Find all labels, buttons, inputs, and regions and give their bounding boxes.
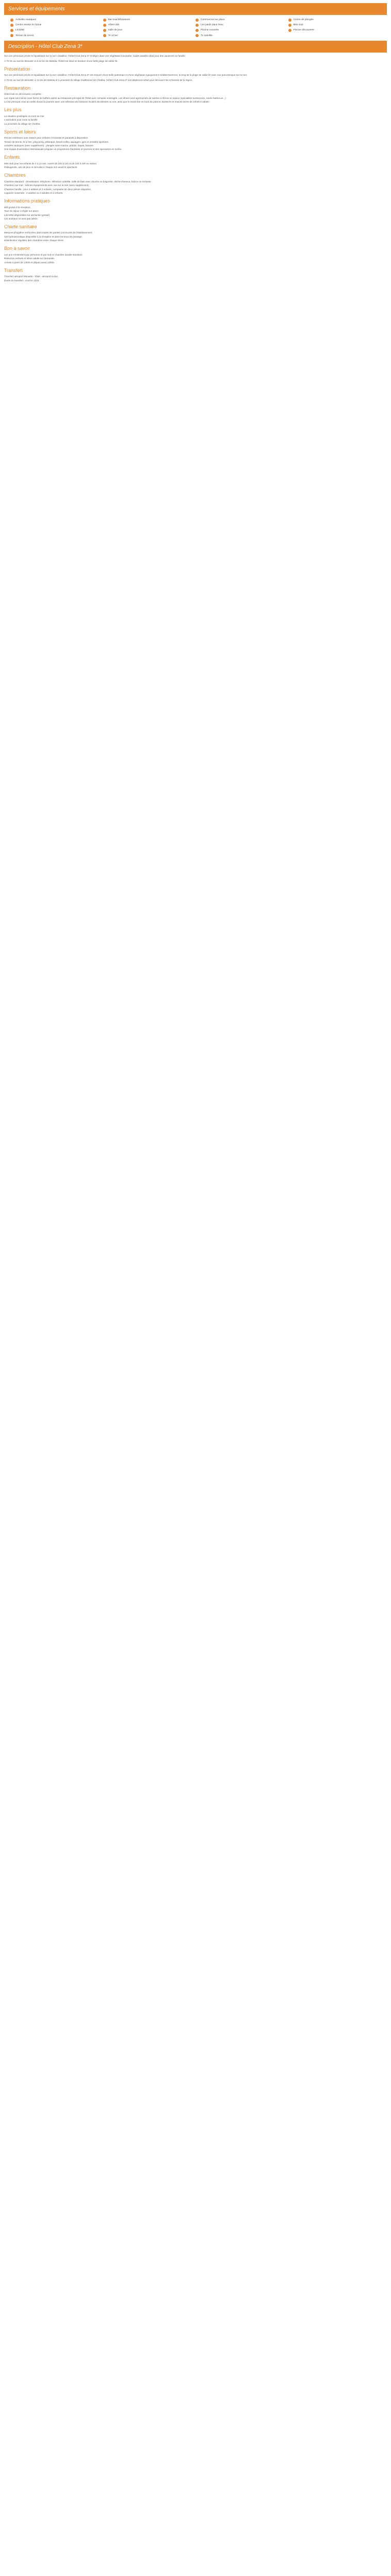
service-item <box>103 34 196 38</box>
list-item: La situation privilégiée en bord de mer <box>4 114 44 117</box>
service-label: Mini-club <box>293 24 303 27</box>
paragraph: Lits bébé disponibles sur demande (gratuit). <box>4 213 51 216</box>
service-label: Piscine découverte <box>293 29 315 32</box>
section-title: Informations pratiques <box>4 198 51 204</box>
service-label: Bar-snack/brasserie <box>108 19 131 21</box>
service-item <box>288 23 381 27</box>
services-banner <box>4 3 387 15</box>
service-item <box>288 28 381 32</box>
tennis-icon <box>10 34 13 37</box>
tv-icon <box>196 34 199 37</box>
paragraph: Durée du transfert : environ 1h15. <box>4 279 40 282</box>
paragraph: Arrivée à partir de 14h00 et départ avant 12h00. <box>4 261 55 264</box>
section-title: Enfants <box>4 155 20 160</box>
intro-paragraph: A 70 km au sud de Monastir et à 12 km de Mahdia, l'hôtel est situé en bordure d'une belle plage de sable fin. <box>4 59 118 62</box>
section-title: Transfert <box>4 267 23 273</box>
service-item <box>103 18 196 22</box>
description-title: Description - Hôtel Club Zena 3* <box>8 43 83 49</box>
service-label: Centre de plongée <box>293 19 314 21</box>
paragraph: Activités nautiques (avec supplément) : plongée sous-marine, pédalo, kayak, banane. <box>4 144 94 147</box>
paragraph: Chambre famille : pour 2 adultes et 2 enfants, composée de deux pièces séparées. <box>4 188 92 191</box>
diving-icon <box>288 19 291 22</box>
service-item <box>103 28 196 32</box>
services-grid <box>4 17 387 41</box>
section-title: Présentation <box>4 66 30 72</box>
service-item <box>196 34 288 38</box>
paragraph: Chambre vue mer : mêmes équipements avec vue sur la mer (avec supplément). <box>4 184 89 187</box>
paragraph: Les prix s'entendent par personne et par nuit en chambre double standard. <box>4 253 83 256</box>
paragraph: Mesures d'hygiène renforcées dans toutes les parties communes de l'établissement. <box>4 231 93 234</box>
service-item <box>10 28 103 32</box>
wave-icon <box>196 24 199 27</box>
paragraph: Wifi gratuit à la réception. <box>4 206 31 209</box>
service-item <box>10 18 103 22</box>
service-item <box>288 18 381 22</box>
paragraph: Terrain de tennis, tir à l'arc, ping-pong, pétanque, beach-volley, aquagym, gym et activités sportives. <box>4 140 109 143</box>
section-title: Restauration <box>4 85 31 91</box>
service-label: Hôtel-club <box>108 24 120 27</box>
service-label: Activités nautiques <box>15 19 36 21</box>
service-label: Les pieds dans l'eau <box>201 24 223 27</box>
list-item: L'animation pour toute la famille <box>4 118 38 122</box>
bar-icon <box>103 19 106 22</box>
service-item <box>10 23 103 27</box>
fitness-icon <box>10 24 13 27</box>
service-item <box>10 34 103 38</box>
hotel-icon <box>103 24 106 27</box>
paragraph: Taxe de séjour à régler sur place. <box>4 210 39 213</box>
pool-outdoor-icon <box>288 29 291 32</box>
page <box>0 0 391 283</box>
service-label: Tir à l'arc <box>108 34 118 37</box>
service-label: Piscine couverte <box>201 29 219 32</box>
paragraph: Désinfection régulière des chambres entre chaque client. <box>4 239 64 242</box>
paragraph: Pataugeoire, aire de jeux et mini-disco chaque soir avant le spectacle. <box>4 166 78 169</box>
archery-icon <box>103 34 106 37</box>
description-banner <box>4 41 387 53</box>
section-title: Chambres <box>4 173 26 178</box>
paragraph: Sur une péninsule privée et équidistant sur la mer cristalline, l'Hôtel Club Zena 3* est entouré d'une belle palmeraie et d'une végétation typiquement méditerranéenne, le long de la plage de sable fin avec vue panoramique sur la mer. <box>4 74 248 77</box>
shop-icon <box>196 19 199 22</box>
services-title: Services et équipements <box>8 6 65 12</box>
paragraph: A 70 km au sud de Monastir, à 12 km de Mahdia et à proximité du village traditionnel de Chebba, l'Hôtel Club Zena 3* est idéalement situé pour découvrir les richesses de la région. <box>4 78 193 81</box>
games-icon <box>103 29 106 32</box>
section-title: Bon à savoir <box>4 246 30 251</box>
paragraph: Les animaux ne sont pas admis. <box>4 217 38 221</box>
paragraph: Réduction enfants et 3ème adulte sur demande. <box>4 257 55 260</box>
service-item <box>196 28 288 32</box>
service-label: Salle de jeux <box>108 29 122 32</box>
paragraph: Une équipe d'animation internationale propose un programme d'activités en journée et des spectacles en soirée. <box>4 148 122 151</box>
service-label: Commerces sur place <box>201 19 225 21</box>
paragraph: Transfert aéroport Monastir - hôtel - aéroport inclus. <box>4 275 59 278</box>
paragraph: Mini-club pour les enfants de 4 à 12 ans, ouvert de 10h à 12h et de 15h à 18h en saison. <box>4 162 97 165</box>
section-title: Charte sanitaire <box>4 224 37 229</box>
section-title: Sports et loisirs <box>4 129 36 134</box>
list-item: La proximité du village de Chebba <box>4 122 40 125</box>
service-label: Centre remise en forme <box>15 24 42 27</box>
service-item <box>103 23 196 27</box>
section-title: Les plus <box>4 107 22 113</box>
service-label: Terrain de tennis <box>15 34 34 37</box>
boat-icon <box>10 19 13 22</box>
service-label: Tv satellite <box>201 34 213 37</box>
paragraph: Hôtel-club en all inclusive complète : <box>4 93 43 96</box>
intro-paragraph: Sur une péninsule privée et équidistant sur la mer cristalline, l'Hôtel Club Zena 3* s'intègre dans une végétation luxuriante. Cadre paisible idéal pour des vacances en famille. <box>4 54 186 57</box>
paragraph: Piscine extérieure avec bassin pour enfants et transats et parasols à disposition. <box>4 137 89 140</box>
service-item <box>196 18 288 22</box>
paragraph: Gel hydroalcoolique disponible à la réception et dans les lieux de passage. <box>4 235 83 238</box>
paragraph: Le bar principal vous accueille durant la journée avec une sélection de boissons locales alcoolisées ou non, ainsi que le snack-bar en bord de piscine. Boissons et snacks servis de 10h00 à 23h00. <box>4 100 210 104</box>
paragraph: Capacité maximale : 3 adultes ou 2 adultes et 2 enfants. <box>4 192 63 195</box>
paragraph: Chambre standard : climatisation, téléphone, télévision satellite, salle de bain avec douche ou baignoire, sèche-cheveux, balcon ou terrasse. <box>4 180 152 183</box>
service-item <box>196 23 288 27</box>
crib-icon <box>10 29 13 32</box>
kids-icon <box>288 24 291 27</box>
description-body <box>4 55 387 283</box>
paragraph: Les repas sont servis sous forme de buffets variés au restaurant principal de l'hôtel avec terrasse ombragée. Les dîners sont agrémentés de soirées à thème en saison (spécialités tunisiennes, soirée barbecue...) <box>4 96 226 99</box>
service-label: Lit bébé <box>15 29 25 32</box>
pool-icon <box>196 29 199 32</box>
